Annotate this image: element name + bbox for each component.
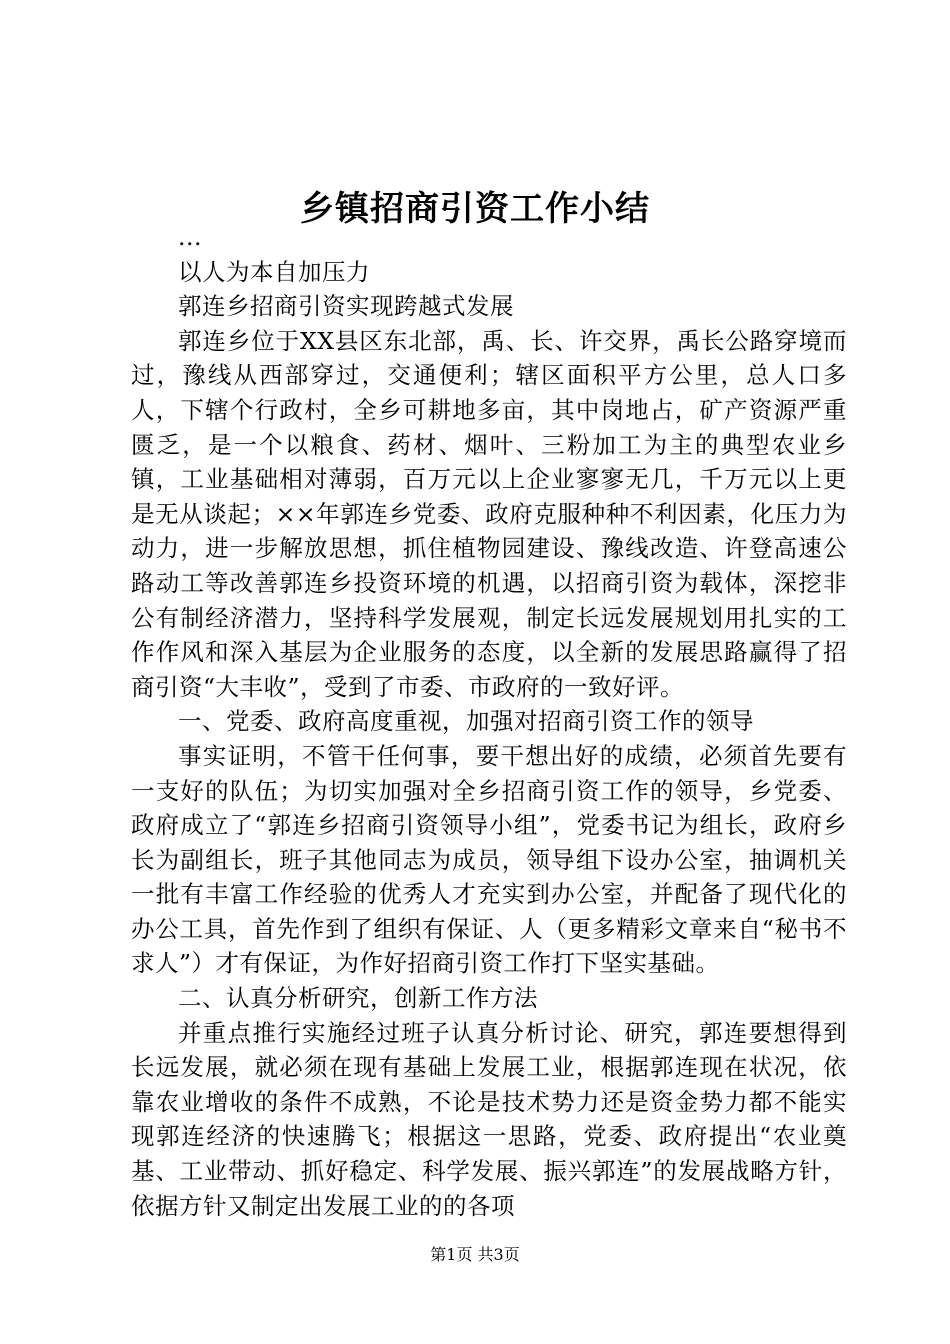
body-paragraph: 事实证明，不管干任何事，要干想出好的成绩，必须首先要有一支好的队伍；为切实加强对全乡招商引资工作的领导，乡党委、政府成立了“郭连乡招商引资领导小组”，党委书记为组长，政府乡长为副组长，班子其他同志为成员，领导组下设办公室，抽调机关一批有丰富工作经验的优秀人才充实到办公室，并配备了现代化的办公工具，首先作到了组织有保证、人（更多精彩文章来自“秘书不求人”）才有保证，为作好招商引资工作打下坚实基础。	[131, 741, 847, 978]
ellipsis-line: ...	[178, 223, 202, 251]
subtitle-line-2: 郭连乡招商引资实现跨越式发展	[178, 292, 514, 321]
document-title: 乡镇招商引资工作小结	[300, 189, 650, 229]
subtitle-line-1: 以人为本自加压力	[178, 257, 370, 286]
body-paragraph: 郭连乡位于XX县区东北部，禹、长、许交界，禹长公路穿境而过，豫线从西部穿过，交通便利；辖区面积平方公里，总人口多人，下辖个行政村，全乡可耕地多亩，其中岗地占，矿产资源严重匮乏，是一个以粮食、药材、烟叶、三粉加工为主的典型农业乡镇，工业基础相对薄弱，百万元以上企业寥寥无几，千万元以上更是无从谈起；××年郭连乡党委、政府克服种种不利因素，化压力为动力，进一步解放思想，抓住植物园建设、豫线改造、许登高速公路动工等改善郭连乡投资环境的机遇，以招商引资为载体，深挖非公有制经济潜力，坚持科学发展观，制定长远发展规划用扎实的工作作风和深入基层为企业服务的态度，以全新的发展思路赢得了招商引资“大丰收”，受到了市委、市政府的一致好评。	[131, 326, 847, 701]
section-heading-2: 二、认真分析研究，创新工作方法	[178, 984, 538, 1013]
page-footer: 第1页 共3页	[430, 1245, 520, 1264]
body-paragraph: 并重点推行实施经过班子认真分析讨论、研究，郭连要想得到长远发展，就必须在现有基础上发展工业，根据郭连现在状况，依靠农业增收的条件不成熟，不论是技术势力还是资金势力都不能实现郭连经济的快速腾飞；根据这一思路，党委、政府提出“农业奠基、工业带动、抓好稳定、科学发展、振兴郭连”的发展战略方针，依据方针又制定出发展工业的的各项	[131, 1018, 847, 1220]
document-body	[131, 220, 847, 1223]
section-heading-1: 一、党委、政府高度重视，加强对招商引资工作的领导	[178, 707, 754, 736]
